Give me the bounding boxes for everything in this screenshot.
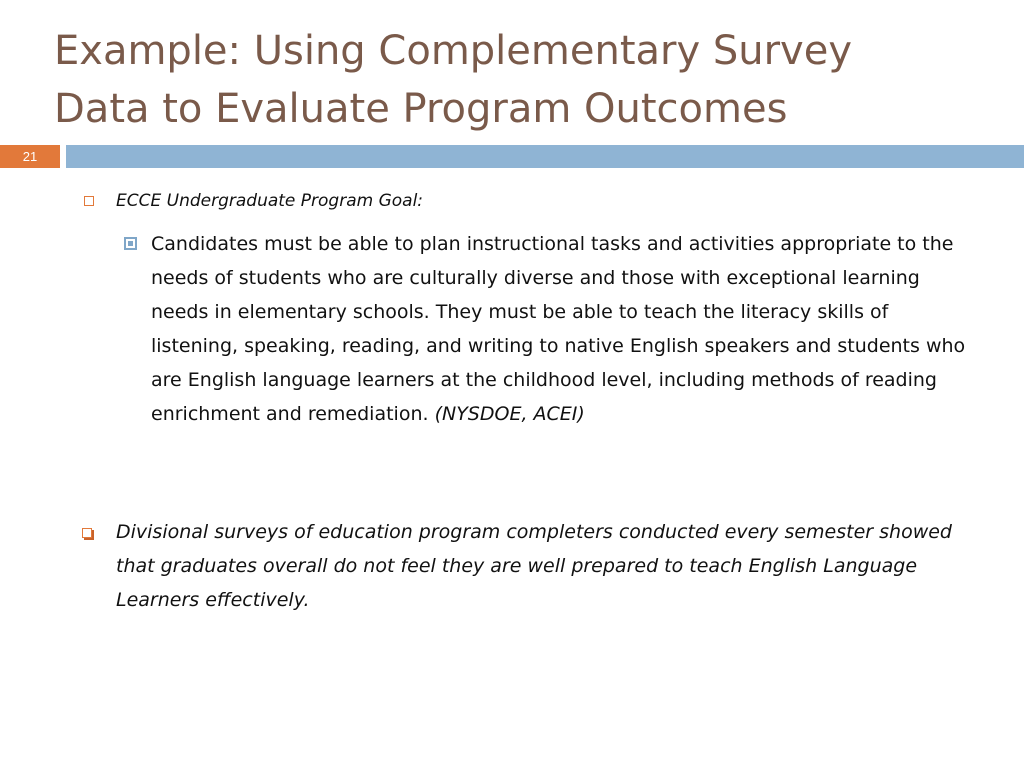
goal-label: ECCE Undergraduate Program Goal: — [116, 191, 424, 211]
slide-title-line-2: Data to Evaluate Program Outcomes — [54, 86, 788, 132]
survey-finding: Divisional surveys of education program completers conducted every semester showed that graduates overall do not feel they are well prepared to teach English Language Learners effectively. — [116, 521, 952, 611]
page-number: 21 — [0, 145, 60, 168]
goal-citation: (NYSDOE, ACEI) — [434, 403, 585, 425]
shadow-square-icon — [82, 528, 92, 538]
filled-square-icon — [124, 237, 137, 250]
hollow-square-icon — [84, 196, 94, 206]
goal-description — [151, 227, 981, 431]
goal-text: Candidates must be able to plan instructional tasks and activities appropriate to the needs of students who are culturally diverse and those with exceptional learning needs in elementary schools. They must be able to teach the literacy skills of listening, speaking, reading, and writing to native English speakers and students who are English language learners at the childhood level, including methods of reading enrichment and remediation. — [151, 233, 966, 425]
slide-title-line-1: Example: Using Complementary Survey — [54, 28, 852, 74]
